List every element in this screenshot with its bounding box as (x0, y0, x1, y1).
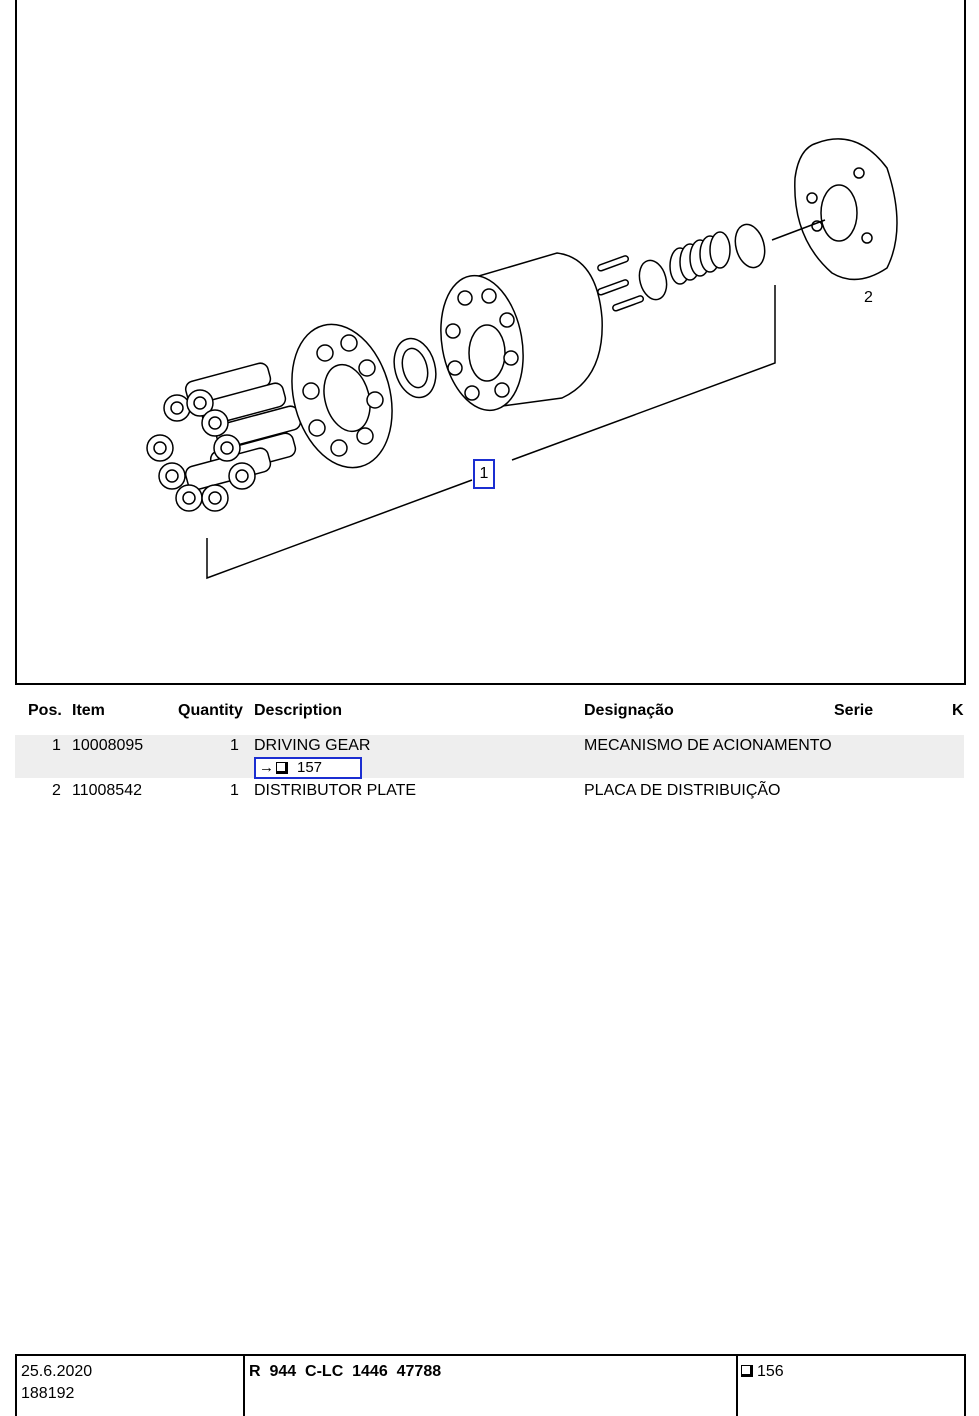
subassembly-page-link[interactable] (254, 757, 362, 779)
row-quantity: 1 (230, 782, 239, 799)
row-designacao: MECANISMO DE ACIONAMENTO (584, 737, 832, 754)
row-pos: 1 (52, 737, 61, 754)
needle-bearing (388, 334, 442, 402)
pins (597, 255, 644, 312)
linked-page-number: 157 (297, 759, 323, 776)
exploded-view-drawing (15, 0, 966, 685)
footer-model: R 944 C-LC 1446 47788 (249, 1363, 442, 1380)
callout-1[interactable]: 1 (473, 459, 495, 489)
row-quantity: 1 (230, 737, 239, 754)
assembly-bracket-line (207, 480, 472, 578)
row-item: 10008095 (72, 737, 144, 754)
row-item: 11008542 (72, 782, 142, 799)
arrow-right-icon: → (259, 759, 274, 776)
header-serie: Serie (834, 702, 874, 719)
row-description: DISTRIBUTOR PLATE (254, 782, 417, 799)
footer-divider (243, 1356, 245, 1416)
retainer-plate (277, 313, 408, 479)
header-pos: Pos. (28, 702, 62, 719)
row-description: DRIVING GEAR (254, 737, 371, 754)
page-icon (276, 762, 288, 774)
footer-page-number: 156 (757, 1363, 784, 1380)
row-designacao: PLACA DE DISTRIBUIÇÃO (584, 782, 781, 799)
header-k: K (952, 702, 964, 719)
row-pos: 2 (52, 782, 61, 799)
page-footer (15, 1354, 966, 1416)
footer-date: 25.6.2020 (21, 1363, 93, 1380)
snap-ring (731, 221, 769, 271)
page-icon (741, 1365, 753, 1377)
callout-2: 2 (864, 289, 873, 306)
parts-illustration (17, 0, 964, 683)
cylinder-block (431, 253, 602, 417)
piston-group (147, 361, 302, 511)
header-quantity: Quantity (178, 702, 243, 719)
table-row (15, 735, 964, 778)
spring (670, 232, 730, 284)
footer-doc-number: 188192 (21, 1385, 75, 1402)
footer-divider (736, 1356, 738, 1416)
distributor-plate (795, 139, 897, 280)
footer-page (741, 1363, 784, 1381)
header-designacao: Designação (584, 702, 674, 719)
table-row (15, 780, 964, 804)
header-item: Item (72, 702, 105, 719)
header-description: Description (254, 702, 343, 719)
